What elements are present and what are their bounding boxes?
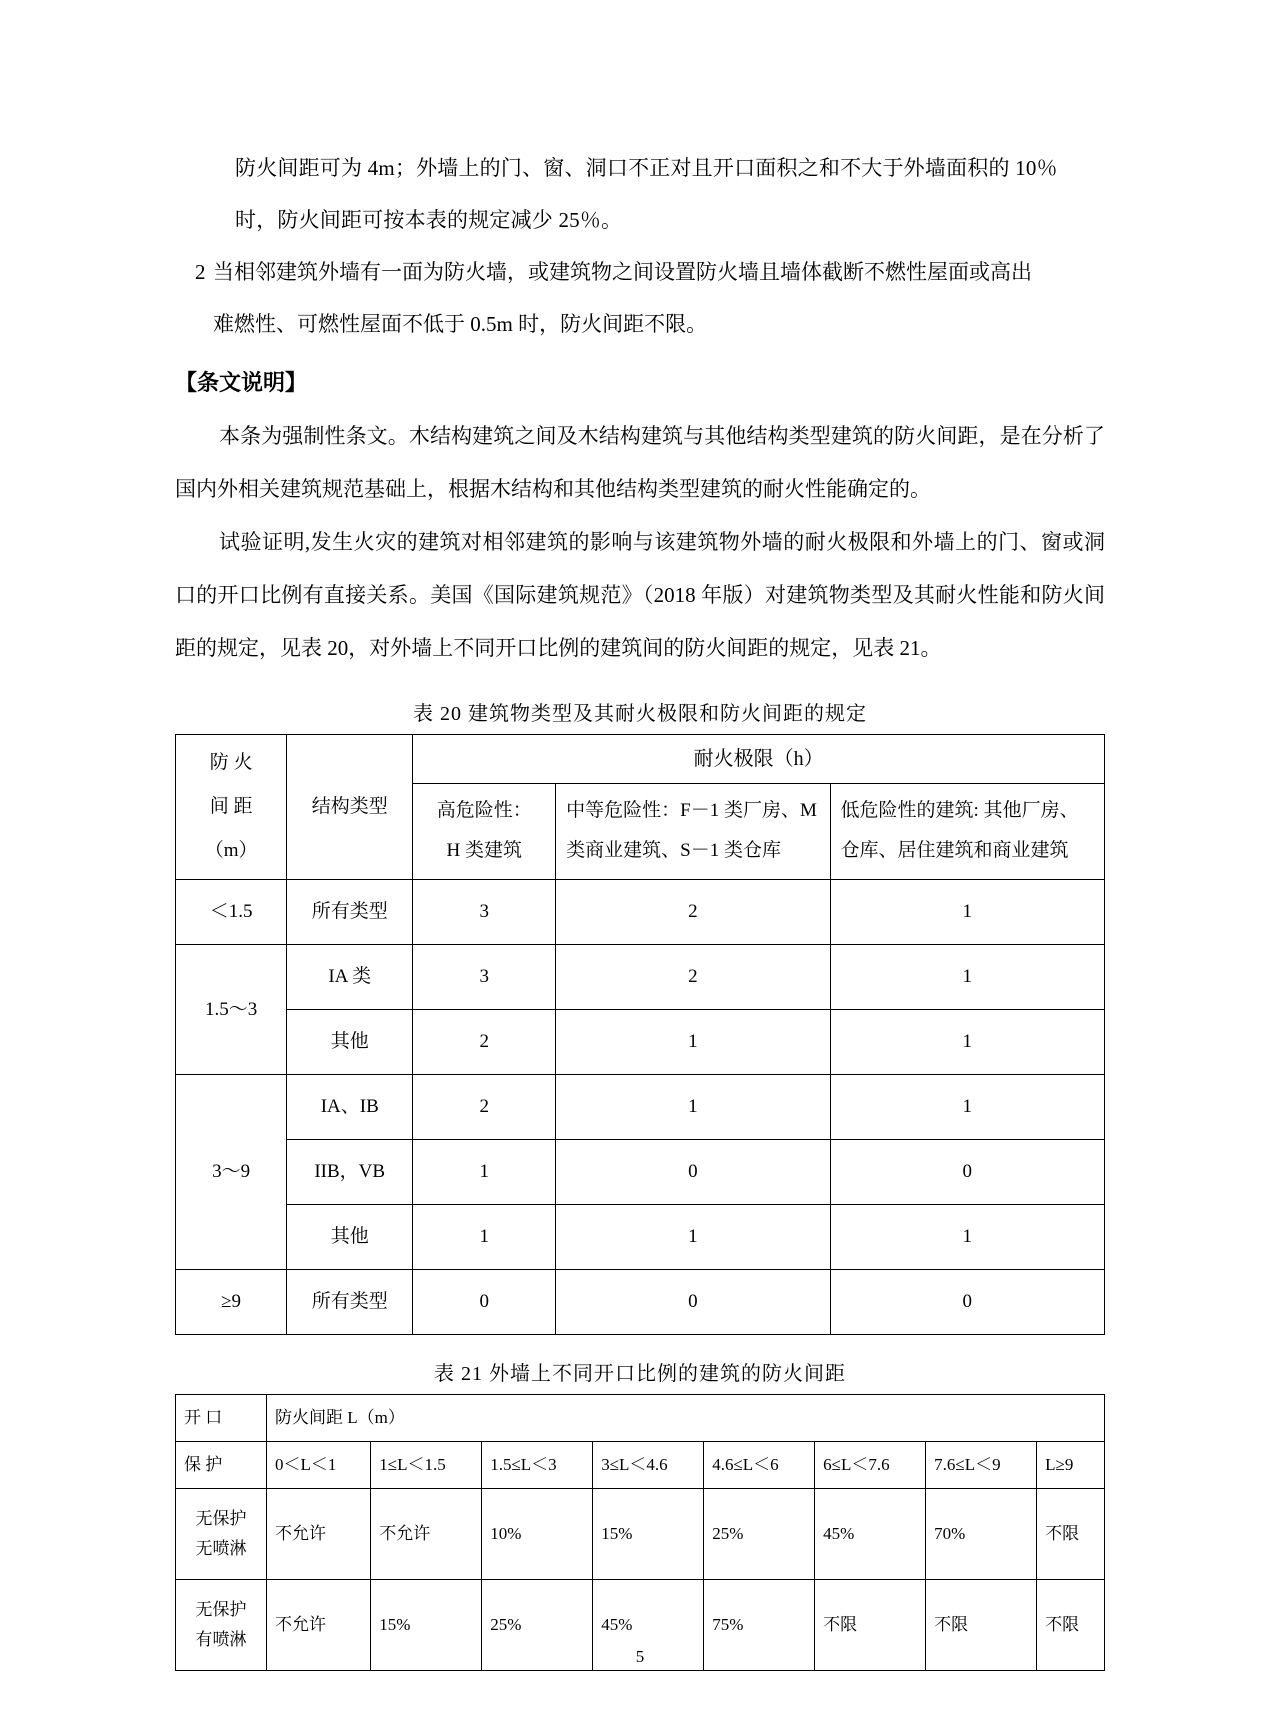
table20-cell-type: IA 类 — [287, 945, 413, 1010]
table20-cell-distance: 3～9 — [176, 1075, 287, 1270]
table21-cell: 不限 — [926, 1580, 1037, 1671]
paragraph-2: 试验证明,发生火灾的建筑对相邻建筑的影响与该建筑物外墙的耐火极限和外墙上的门、窗或洞口的开口比例有直接关系。美国《国际建筑规范》（2018 年版）对建筑物类型及其耐火性能和防火间距的规定，见表 20，对外墙上不同开口比例的建筑间的防火间距的规定，见表 21。 — [175, 530, 1105, 660]
table-row — [176, 1075, 1105, 1140]
table21-col-header: 3≤L＜4.6 — [593, 1442, 704, 1489]
table21-cell: 不允许 — [371, 1489, 482, 1580]
table20-cell-v1: 3 — [413, 880, 556, 945]
table20-cell-v2: 1 — [556, 1205, 830, 1270]
note-item-2-line-1: 当相邻建筑外墙有一面为防火墙，或建筑物之间设置防火墙且墙体截断不燃性屋面或高出 — [213, 260, 1032, 284]
table20-cell-type: IA、IB — [287, 1075, 413, 1140]
table20-cell-type: IIB，VB — [287, 1140, 413, 1205]
table20-cell-v2: 0 — [556, 1140, 830, 1205]
table21-col-header: 4.6≤L＜6 — [704, 1442, 815, 1489]
table21-corner-bottom: 保 护 — [176, 1442, 267, 1489]
table20 — [175, 734, 1105, 1335]
table20-cell-type: 所有类型 — [287, 1270, 413, 1335]
table20-cell-type: 其他 — [287, 1205, 413, 1270]
table20-header-group: 耐火极限（h） — [413, 735, 1105, 784]
table-row — [176, 1010, 1105, 1075]
table20-header-distance — [176, 735, 287, 880]
note-item-2-line-2: 难燃性、可燃性屋面不低于 0.5m 时，防火间距不限。 — [213, 312, 708, 336]
table20-cell-v1: 2 — [413, 1010, 556, 1075]
notes-block — [175, 142, 1105, 350]
table20-cell-v1: 0 — [413, 1270, 556, 1335]
table20-cell-v1: 2 — [413, 1075, 556, 1140]
table-row — [176, 1270, 1105, 1335]
table21-col-header: L≥9 — [1037, 1442, 1105, 1489]
table20-cell-type: 其他 — [287, 1010, 413, 1075]
table20-header-high-risk-line2: H 类建筑 — [446, 840, 522, 862]
table21-cell: 15% — [593, 1489, 704, 1580]
table21-cell: 不限 — [1037, 1580, 1105, 1671]
table21-header-row-2 — [176, 1442, 1105, 1489]
table21-header-row-1 — [176, 1395, 1105, 1442]
table20-cell-v3: 1 — [830, 1010, 1104, 1075]
table21-cell: 不允许 — [267, 1489, 371, 1580]
table20-header-distance-line2: 间 距 — [209, 796, 253, 817]
table21-cell: 25% — [482, 1580, 593, 1671]
table20-header-structure: 结构类型 — [287, 735, 413, 880]
table21-corner-top: 开 口 — [176, 1395, 267, 1442]
table21-row-label — [176, 1489, 267, 1580]
table20-cell-v1: 3 — [413, 945, 556, 1010]
note-item-2 — [175, 246, 1105, 350]
table20-header-low-risk: 低危险性的建筑: 其他厂房、仓库、居住建筑和商业建筑 — [830, 783, 1104, 879]
table20-cell-v3: 0 — [830, 1270, 1104, 1335]
note-continued-line-1: 防火间距可为 4m；外墙上的门、窗、洞口不正对且开口面积之和不大于外墙面积的 10％ — [235, 156, 1058, 180]
table21-cell: 不限 — [815, 1580, 926, 1671]
table20-header-row-1 — [176, 735, 1105, 784]
table21-col-header: 1.5≤L＜3 — [482, 1442, 593, 1489]
table21-cell: 45% — [593, 1580, 704, 1671]
table20-caption: 表 20 建筑物类型及其耐火极限和防火间距的规定 — [413, 703, 867, 725]
table20-cell-v3: 1 — [830, 880, 1104, 945]
table-row — [176, 1489, 1105, 1580]
table20-cell-distance: ＜1.5 — [176, 880, 287, 945]
table21-col-header: 7.6≤L＜9 — [926, 1442, 1037, 1489]
table21-row-label-line2: 无喷淋 — [195, 1539, 247, 1558]
page-number: 5 — [635, 1647, 645, 1666]
table21-col-header: 1≤L＜1.5 — [371, 1442, 482, 1489]
table20-header-high-risk-line1: 高危险性： — [436, 800, 532, 822]
table20-cell-v3: 1 — [830, 1075, 1104, 1140]
table-row — [176, 880, 1105, 945]
table21-cell: 10% — [482, 1489, 593, 1580]
table20-header-high-risk — [413, 783, 556, 879]
table20-cell-v2: 1 — [556, 1010, 830, 1075]
note-continued-line-2: 时，防火间距可按本表的规定减少 25％。 — [235, 208, 623, 232]
table20-cell-v3: 1 — [830, 945, 1104, 1010]
table20-cell-v3: 1 — [830, 1205, 1104, 1270]
table21-cell: 75% — [704, 1580, 815, 1671]
table-row — [176, 1205, 1105, 1270]
table20-cell-distance: ≥9 — [176, 1270, 287, 1335]
table21 — [175, 1394, 1105, 1671]
table20-cell-v2: 2 — [556, 880, 830, 945]
table20-header-distance-line3: （m） — [204, 840, 258, 861]
table21-row-label-line2: 有喷淋 — [195, 1630, 247, 1649]
section-heading: 【条文说明】 — [175, 370, 308, 395]
table-row — [176, 1140, 1105, 1205]
table20-cell-v1: 1 — [413, 1140, 556, 1205]
table21-cell: 45% — [815, 1489, 926, 1580]
table21-cell: 不允许 — [267, 1580, 371, 1671]
table-row — [176, 945, 1105, 1010]
table21-cell: 不限 — [1037, 1489, 1105, 1580]
table21-row-label-line1: 无保护 — [195, 1509, 247, 1528]
note-item-2-number: 2 — [195, 260, 206, 284]
table20-header-distance-line1: 防 火 — [209, 752, 253, 773]
table20-cell-distance: 1.5～3 — [176, 945, 287, 1075]
table20-cell-v2: 0 — [556, 1270, 830, 1335]
table21-cell: 70% — [926, 1489, 1037, 1580]
table20-header-medium-risk: 中等危险性：F－1 类厂房、M 类商业建筑、S－1 类仓库 — [556, 783, 830, 879]
table20-cell-type: 所有类型 — [287, 880, 413, 945]
table21-group-header: 防火间距 L（m） — [267, 1395, 1105, 1442]
table20-cell-v2: 1 — [556, 1075, 830, 1140]
table20-cell-v3: 0 — [830, 1140, 1104, 1205]
table21-row-label-line1: 无保护 — [195, 1600, 247, 1619]
table20-cell-v1: 1 — [413, 1205, 556, 1270]
table21-cell: 15% — [371, 1580, 482, 1671]
table21-caption: 表 21 外墙上不同开口比例的建筑的防火间距 — [434, 1363, 846, 1385]
paragraph-1: 本条为强制性条文。木结构建筑之间及木结构建筑与其他结构类型建筑的防火间距，是在分析了国内外相关建筑规范基础上，根据木结构和其他结构类型建筑的耐火性能确定的。 — [175, 424, 1105, 501]
table21-cell: 25% — [704, 1489, 815, 1580]
table21-col-header: 6≤L＜7.6 — [815, 1442, 926, 1489]
note-item-2-text — [213, 246, 1105, 350]
table20-cell-v2: 2 — [556, 945, 830, 1010]
table21-col-header: 0＜L＜1 — [267, 1442, 371, 1489]
